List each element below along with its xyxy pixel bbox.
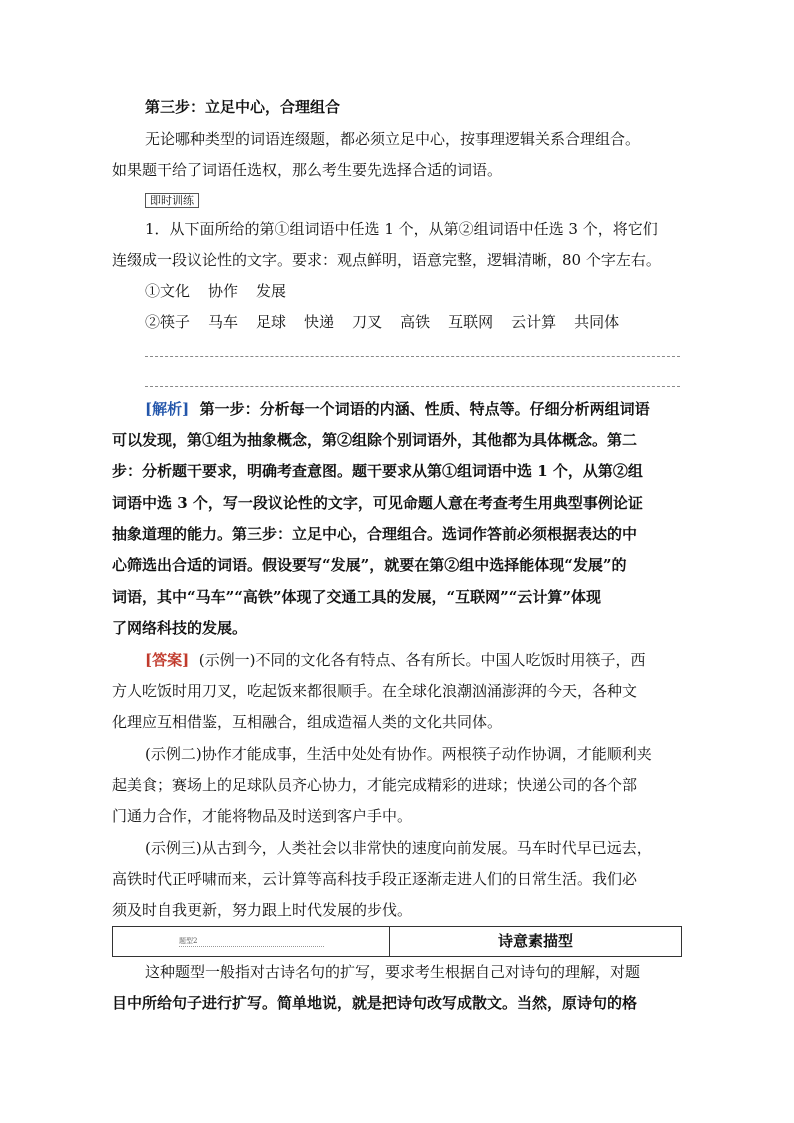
answer-ex2-line2: 起美食；赛场上的足球队员齐心协力，才能完成精彩的进球；快递公司的各个部 — [112, 776, 638, 794]
analysis-line2: 可以发现，第①组为抽象概念，第②组除个别词语外，其他都为具体概念。第二 — [112, 431, 638, 449]
word-item: 发展 — [256, 282, 287, 300]
answer-line1 — [145, 650, 682, 670]
word-item: 协作 — [208, 282, 239, 300]
answer-blank-line-1[interactable] — [145, 356, 680, 357]
analysis-line8: 了网络科技的发展。 — [112, 619, 248, 637]
answer-blank-line-2[interactable] — [145, 386, 680, 387]
word-item: 互联网 — [448, 313, 494, 331]
word-item: ①文化 — [145, 282, 191, 300]
answer-ex2-line3: 门通力合作，才能将物品及时送到客户手中。 — [112, 807, 413, 825]
analysis-line5: 抽象道理的能力。第三步：立足中心，合理组合。选词作答前必须根据表达的中 — [112, 525, 638, 543]
step3-heading: 第三步：立足中心，合理组合 — [145, 98, 341, 116]
answer-ex1-line3: 化理应互相借鉴，互相融合，组成造福人类的文化共同体。 — [112, 713, 503, 731]
answer-ex1-line2: 方人吃饭时用刀叉，吃起饭来都很顺手。在全球化浪潮汹涌澎湃的今天，各种文 — [112, 682, 638, 700]
analysis-label: [解析] — [145, 400, 190, 418]
analysis-text: 第一步：分析每一个词语的内涵、性质、特点等。仔细分析两组词语 — [199, 400, 650, 418]
answer-ex3-line2: 高铁时代正呼啸而来，云计算等高科技手段正逐渐走进人们的日常生活。我们必 — [112, 870, 638, 888]
word-item: 云计算 — [511, 313, 557, 331]
analysis-line3: 步：分析题干要求，明确考查意图。题干要求从第①组词语中选 1 个，从第②组 — [112, 462, 643, 480]
word-item: 快递 — [304, 313, 335, 331]
analysis-line7: 词语，其中“马车”“高铁”体现了交通工具的发展，“互联网”“云计算”体现 — [112, 588, 602, 606]
section-body-line2: 目中所给句子进行扩写。简单地说，就是把诗句改写成散文。当然，原诗句的格 — [112, 994, 638, 1012]
step3-body-line1: 无论哪种类型的词语连缀题，都必须立足中心，按事理逻辑关系合理组合。 — [145, 130, 641, 148]
analysis-line1 — [145, 399, 682, 419]
word-group-2 — [145, 312, 682, 332]
word-group-1 — [145, 281, 682, 301]
training-tag-label: 即时训练 — [150, 194, 194, 207]
word-item: 马车 — [208, 313, 239, 331]
section-header-table — [112, 926, 682, 957]
word-item: 刀叉 — [352, 313, 383, 331]
answer-ex3-line1: (示例三)从古到今，人类社会以非常快的速度向前发展。马车时代早已远去， — [145, 839, 652, 857]
question-line2: 连缀成一段议论性的文字。要求：观点鲜明，语意完整，逻辑清晰，80 个字左右。 — [112, 251, 661, 269]
training-tag — [145, 193, 199, 208]
answer-label: [答案] — [145, 651, 190, 669]
step3-body-line2: 如果题干给了词语任选权，那么考生要先选择合适的词语。 — [112, 161, 503, 179]
word-item: ②筷子 — [145, 313, 191, 331]
analysis-line4: 词语中选 3 个，写一段议论性的文字，可见命题人意在考查考生用典型事例论证 — [112, 494, 643, 512]
answer-ex2-line1: (示例二)协作才能成事，生活中处处有协作。两根筷子动作协调，才能顺利夹 — [145, 745, 652, 763]
word-item: 足球 — [256, 313, 287, 331]
answer-ex3-line3: 须及时自我更新，努力跟上时代发展的步伐。 — [112, 901, 413, 919]
word-item: 共同体 — [574, 313, 620, 331]
word-item: 高铁 — [400, 313, 431, 331]
section-type-label: 题型2 — [179, 937, 324, 947]
analysis-line6: 心筛选出合适的词语。假设要写“发展”，就要在第②组中选择能体现“发展”的 — [112, 556, 627, 574]
section-body-line1: 这种题型一般指对古诗名句的扩写，要求考生根据自己对诗句的理解，对题 — [145, 963, 641, 981]
answer-text: (示例一)不同的文化各有特点、各有所长。中国人吃饭时用筷子，西 — [198, 651, 646, 669]
question-line1: 1．从下面所给的第①组词语中任选 1 个，从第②组词语中任选 3 个，将它们 — [145, 220, 658, 238]
section-title: 诗意素描型 — [497, 932, 573, 950]
